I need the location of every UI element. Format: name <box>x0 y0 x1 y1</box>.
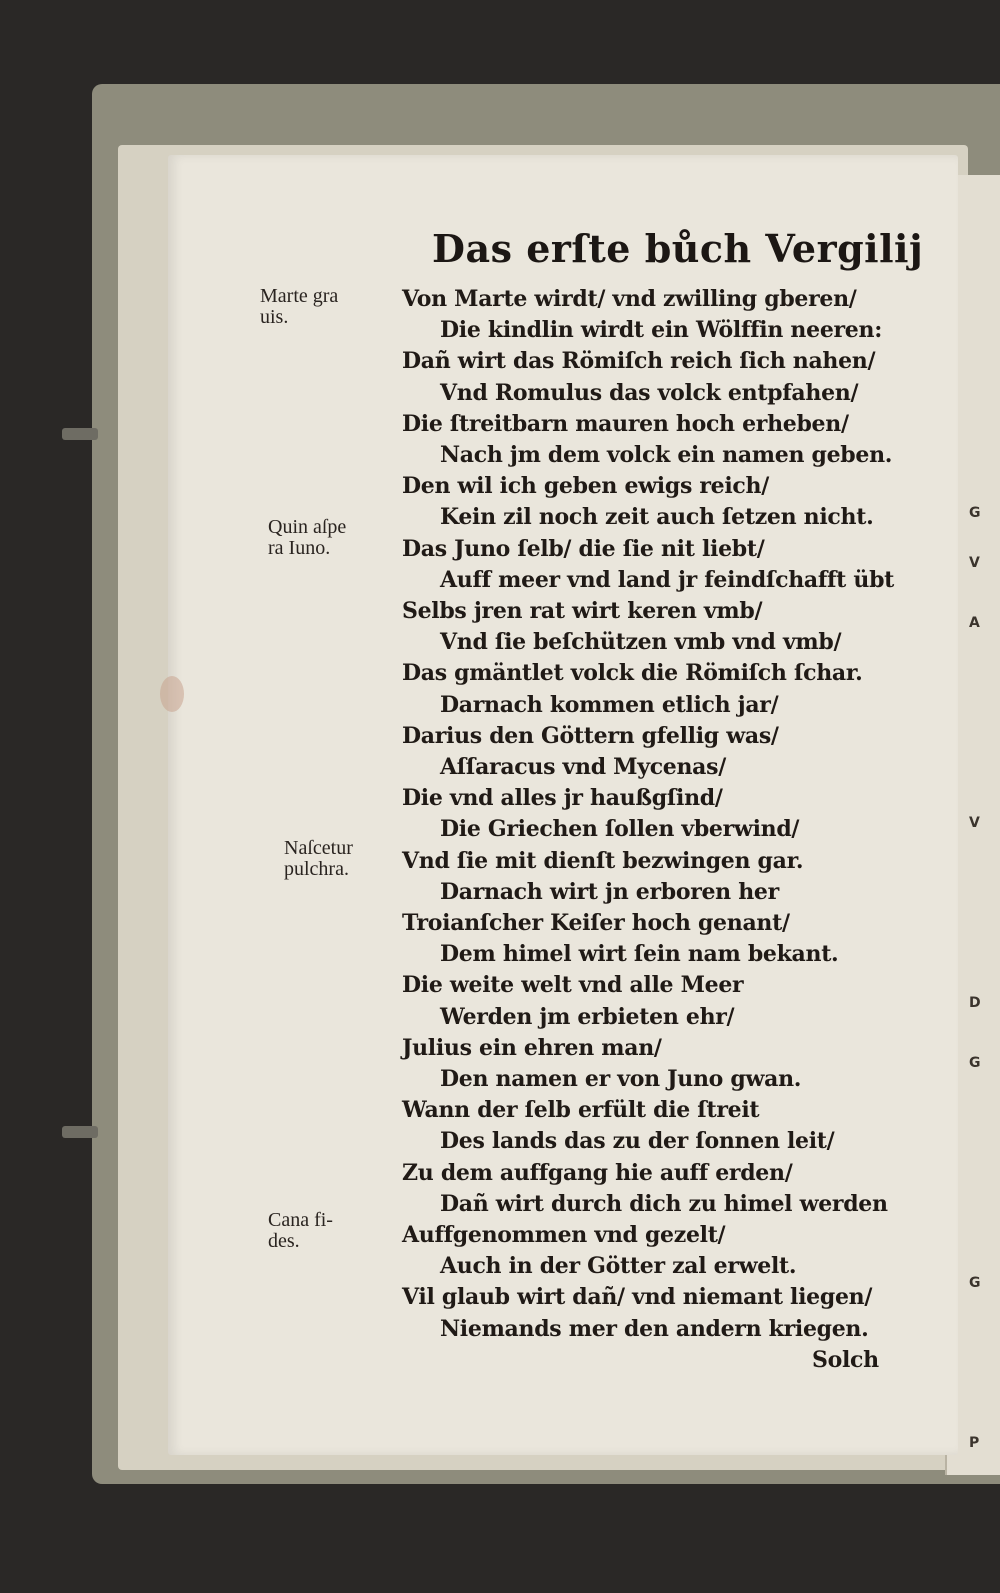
clasp-lower <box>62 1126 98 1138</box>
verse-line: Dañ wirt das Römiſch reich ſich nahen/ <box>402 348 876 375</box>
verse-line: Vil glaub wirt dañ/ vnd niemant liegen/ <box>402 1284 873 1311</box>
verse-line: Wann der ſelb erfült die ſtreit <box>402 1097 760 1124</box>
verse-line: Troianſcher Keiſer hoch genant/ <box>402 910 790 936</box>
margin-note-line: des. <box>268 1230 300 1252</box>
verse-line: Julius ein ehren man/ <box>402 1034 662 1061</box>
verse-line: Den namen er von Juno gwan. <box>440 1066 802 1092</box>
verse-line: Die weite welt vnd alle Meer <box>402 972 744 999</box>
margin-note <box>268 517 346 559</box>
verse-line: Von Marte wirdt/ vnd zwilling gberen/ <box>402 286 857 312</box>
verse-line: Nach jm dem volck ein namen geben. <box>440 442 893 468</box>
running-head: Das erſte bůch Vergilij <box>432 226 924 271</box>
margin-note-line: Naſcetur <box>284 837 353 859</box>
margin-note-line: Cana fi- <box>268 1209 333 1231</box>
verse-line: Die ſtreitbarn mauren hoch erheben/ <box>402 410 849 437</box>
verse-line: Darnach kommen etlich jar/ <box>440 691 779 718</box>
verse-line: Auffgenommen vnd gezelt/ <box>402 1222 726 1248</box>
verse-line: Selbs jren rat wirt keren vmb/ <box>402 598 763 624</box>
verse-line: Des lands das zu der ſonnen leit/ <box>440 1128 835 1155</box>
catchword: Solch <box>812 1346 879 1373</box>
verse-line: Kein zil noch zeit auch ſetzen nicht. <box>440 504 874 531</box>
verse-line: Dem himel wirt ſein nam bekant. <box>440 941 839 968</box>
verse-line: Darius den Göttern gfellig was/ <box>402 722 779 749</box>
margin-note-line: uis. <box>260 306 289 328</box>
verse-line: Aſſaracus vnd Mycenas/ <box>440 754 726 780</box>
margin-note-line: ra Iuno. <box>268 537 331 559</box>
verse-line: Dañ wirt durch dich zu himel werden <box>440 1190 888 1217</box>
verse-line: Auff meer vnd land jr feindſchafft übt <box>440 566 895 593</box>
margin-note-line: Quin aſpe <box>268 516 347 538</box>
verse-line: Das Juno ſelb/ die ſie nit liebt/ <box>402 535 765 562</box>
verse-line: Werden jm erbieten ehr/ <box>440 1003 735 1030</box>
clasp-upper <box>62 428 98 440</box>
facing-page-edge: G V A V D G G P <box>945 175 1000 1475</box>
page-stain <box>160 676 184 712</box>
margin-note <box>268 1210 333 1252</box>
margin-note <box>260 286 338 328</box>
verse-line: Darnach wirt jn erboren her <box>440 878 779 905</box>
verse-line: Die kindlin wirdt ein Wölffin neeren: <box>440 317 883 344</box>
verse-line: Die vnd alles jr haußgſind/ <box>402 785 723 812</box>
verse-line: Niemands mer den andern kriegen. <box>440 1315 869 1342</box>
verse-line: Den wil ich geben ewigs reich/ <box>402 473 769 500</box>
verse-line: Vnd Romulus das volck entpfahen/ <box>440 379 859 406</box>
verse-line: Die Griechen ſollen vberwind/ <box>440 816 800 843</box>
verse-line: Auch in der Götter zal erwelt. <box>440 1253 797 1280</box>
verse-line: Vnd ſie mit dienſt bezwingen gar. <box>402 847 804 874</box>
verse-line: Zu dem auffgang hie auff erden/ <box>402 1159 793 1186</box>
margin-note-line: pulchra. <box>284 858 349 880</box>
margin-note <box>284 838 353 880</box>
verse-line: Vnd ſie beſchützen vmb vnd vmb/ <box>440 629 842 656</box>
margin-note-line: Marte gra <box>260 285 339 307</box>
verse-line: Das gmäntlet volck die Römiſch ſchar. <box>402 660 863 687</box>
